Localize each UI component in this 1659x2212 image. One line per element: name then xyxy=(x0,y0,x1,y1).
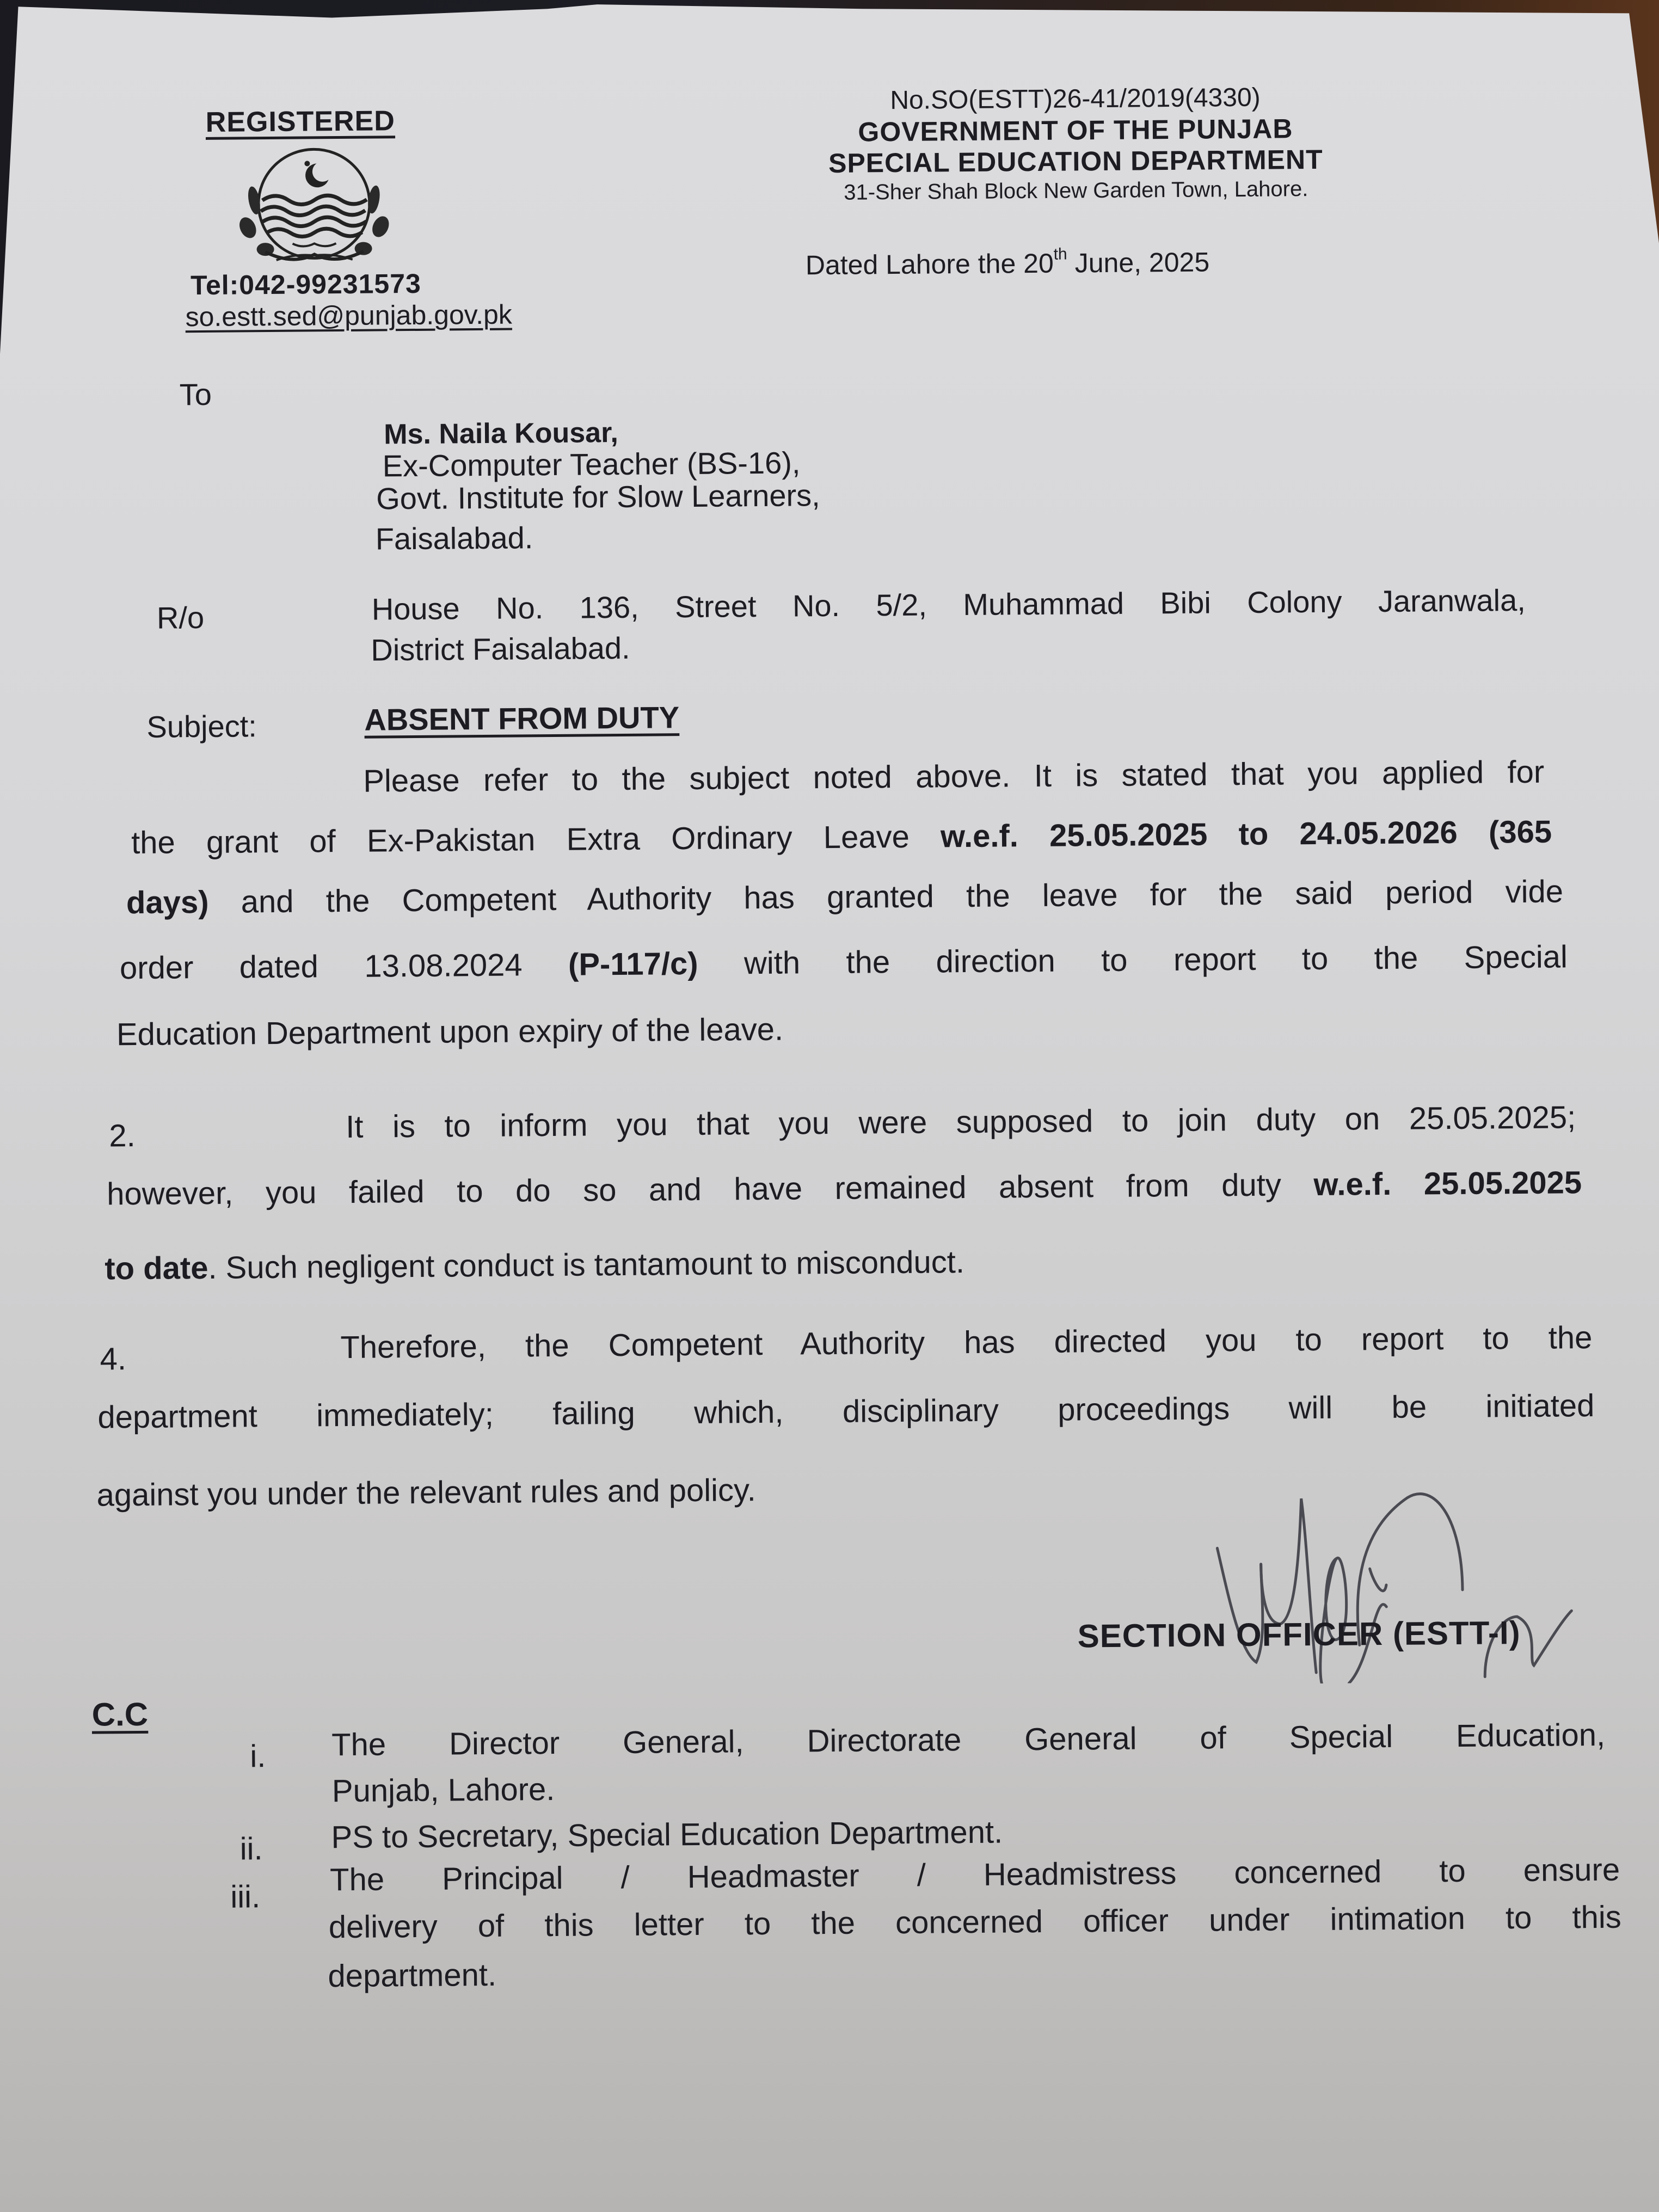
department-address: 31-Sher Shah Block New Garden Town, Lahore. xyxy=(844,177,1308,205)
paragraph-2-line-3 xyxy=(105,1246,964,1285)
cc-item-2-line-1: PS to Secretary, Special Education Department. xyxy=(331,1814,1003,1855)
p1-text: and the Competent Authority has granted the leave for the said period vide xyxy=(208,874,1564,920)
cc-label: C.C xyxy=(91,1695,149,1733)
date-prefix: Dated Lahore the 20 xyxy=(805,248,1054,281)
recipient-institute: Govt. Institute for Slow Learners, xyxy=(376,478,820,516)
cc-item-2-number: ii. xyxy=(239,1831,263,1867)
letter-date xyxy=(805,245,1210,281)
recipient-designation: Ex-Computer Teacher (BS-16), xyxy=(382,445,801,483)
subject-label: Subject: xyxy=(146,709,257,744)
p1-text: the grant of Ex-Pakistan Extra Ordinary Leave xyxy=(131,819,941,861)
email-address[interactable]: so.estt.sed@punjab.gov.pk xyxy=(185,299,512,333)
recipient-name: Ms. Naila Kousar, xyxy=(384,417,619,451)
cc-item-3-line-3: department. xyxy=(328,1957,497,1994)
p1-text: with the direction to report to the Special xyxy=(698,939,1568,981)
recipient-city: Faisalabad. xyxy=(375,520,533,556)
paragraph-1-line-2 xyxy=(131,816,1552,859)
paragraph-4-line-3: against you under the relevant rules and policy. xyxy=(96,1472,757,1513)
paragraph-1-line-5: Education Department upon expiry of the leave. xyxy=(116,1011,784,1053)
p2-text: however, you failed to do so and have remained absent from duty xyxy=(106,1167,1314,1212)
reference-number: No.SO(ESTT)26-41/2019(4330) xyxy=(890,83,1261,115)
punjab-emblem-logo xyxy=(210,142,418,269)
to-label: To xyxy=(179,377,212,412)
paragraph-2-line-2 xyxy=(107,1167,1582,1210)
cc-item-3-number: iii. xyxy=(230,1879,261,1915)
cc-item-1-line-1: The Director General, Directorate General of Special Education, xyxy=(331,1717,1606,1763)
p2-text: . Such negligent conduct is tantamount to misconduct. xyxy=(208,1244,965,1286)
date-ordinal: th xyxy=(1053,245,1067,264)
government-heading: GOVERNMENT OF THE PUNJAB xyxy=(858,113,1293,148)
registered-label: REGISTERED xyxy=(205,105,396,138)
cc-item-3-line-2: delivery of this letter to the concerned officer under intimation to this xyxy=(328,1899,1622,1945)
paragraph-1-line-4 xyxy=(120,941,1568,984)
signatory-title: SECTION OFFICER (ESTT-I) xyxy=(1077,1614,1521,1655)
cc-item-1-number: i. xyxy=(250,1738,266,1774)
order-ref: (P-117/c) xyxy=(568,945,698,982)
p1-text: order dated 13.08.2024 xyxy=(119,947,569,986)
leave-days: days) xyxy=(126,884,209,921)
residence-address-line1: House No. 136, Street No. 5/2, Muhammad Bibi Colony Jaranwala, xyxy=(371,582,1526,626)
paragraph-2-line-1: It is to inform you that you were supposed to join duty on 25.05.2025; xyxy=(346,1099,1576,1145)
paragraph-4-line-2: department immediately; failing which, disciplinary proceedings will be initiated xyxy=(97,1387,1595,1435)
telephone-number: Tel:042-99231573 xyxy=(190,268,422,301)
paragraph-1-line-3 xyxy=(126,876,1563,919)
cc-item-1-line-2: Punjab, Lahore. xyxy=(331,1772,555,1809)
cc-item-3-line-1: The Principal / Headmaster / Headmistress concerned to ensure xyxy=(329,1852,1620,1898)
absence-start: w.e.f. 25.05.2025 xyxy=(1313,1165,1582,1203)
residence-address-line2: District Faisalabad. xyxy=(371,630,630,667)
residence-label: R/o xyxy=(156,600,205,635)
subject-value: ABSENT FROM DUTY xyxy=(364,700,680,737)
paragraph-4-line-1: Therefore, the Competent Authority has directed you to report to the xyxy=(340,1320,1593,1366)
leave-period: w.e.f. 25.05.2025 to 24.05.2026 (365 xyxy=(940,814,1552,855)
department-heading: SPECIAL EDUCATION DEPARTMENT xyxy=(828,144,1323,179)
paragraph-2-number: 2. xyxy=(109,1118,136,1154)
date-suffix: June, 2025 xyxy=(1067,247,1210,279)
paragraph-4-number: 4. xyxy=(100,1341,127,1377)
to-date: to date xyxy=(105,1250,208,1287)
paragraph-1-line-1: Please refer to the subject noted above. It is stated that you applied for xyxy=(363,754,1545,799)
